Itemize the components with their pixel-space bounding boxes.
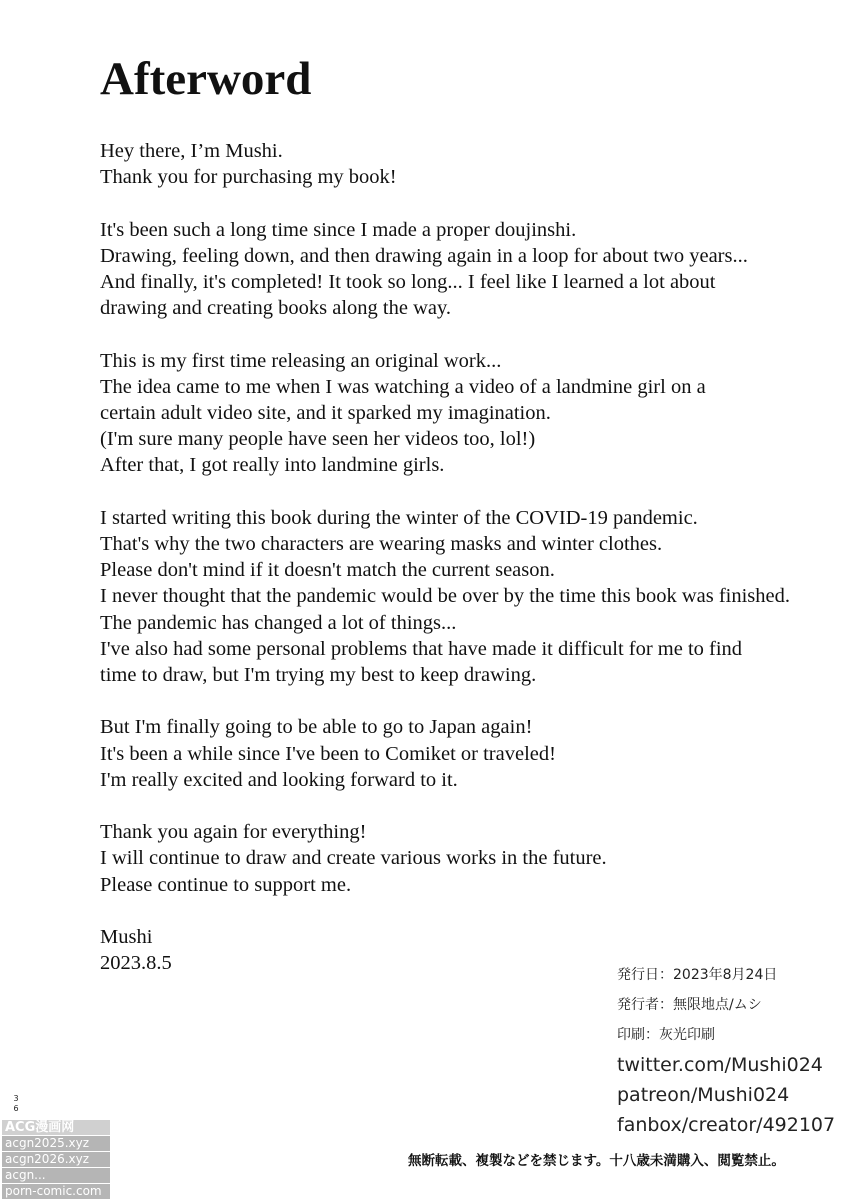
text-line: The idea came to me when I was watching a video of a landmine girl on a	[100, 375, 706, 398]
text-line: Drawing, feeling down, and then drawing again in a loop for about two years...	[100, 244, 748, 267]
paragraph	[100, 714, 850, 793]
afterword-body	[100, 138, 850, 1003]
text-line: Hey there, I’m Mushi.	[100, 140, 283, 162]
text-line: And finally, it's completed! It took so long... I feel like I learned a lot about	[100, 271, 716, 293]
text-line: This is my first time releasing an original work...	[100, 349, 502, 372]
text-line: time to draw, but I'm trying my best to keep drawing.	[100, 664, 537, 687]
text-line: Thank you for purchasing my book!	[100, 166, 397, 189]
patreon-link: patreon/Mushi024	[617, 1084, 790, 1106]
text-line: I started writing this book during the winter of the COVID-19 pandemic.	[100, 506, 698, 529]
legal-notice: 無断転載、複製などを禁じます。十八歳未満購入、閲覧禁止。	[408, 1153, 785, 1169]
text-line: But I'm finally going to be able to go to Japan again!	[100, 716, 533, 739]
twitter-link: twitter.com/Mushi024	[617, 1054, 823, 1076]
watermark-logo: ACG漫画网	[2, 1120, 110, 1135]
text-line: Please don't mind if it doesn't match the current season.	[100, 559, 555, 582]
colophon	[617, 960, 835, 1140]
publisher: 発行者：無限地点/ムシ	[617, 997, 762, 1013]
page-title: Afterword	[100, 53, 312, 105]
paragraph	[100, 819, 850, 898]
page-number-digit: 6	[13, 1104, 19, 1113]
watermark-text: porn-comic.com	[2, 1184, 110, 1199]
text-line: That's why the two characters are wearing masks and winter clothes.	[100, 533, 663, 555]
text-line: It's been a while since I've been to Comiket or traveled!	[100, 742, 556, 765]
watermark-text: acgn...	[2, 1168, 110, 1183]
watermark-text: acgn2026.xyz	[2, 1152, 110, 1167]
paragraph	[100, 348, 850, 479]
author-name: Mushi	[100, 926, 153, 948]
text-line: After that, I got really into landmine girls.	[100, 454, 445, 477]
text-line: Thank you again for everything!	[100, 821, 367, 844]
page-number	[12, 1094, 20, 1114]
text-line: I've also had some personal problems that have made it difficult for me to find	[100, 637, 743, 660]
text-line: certain adult video site, and it sparked my imagination.	[100, 402, 551, 424]
paragraph	[100, 138, 850, 190]
text-line: I will continue to draw and create various works in the future.	[100, 847, 607, 870]
text-line: (I'm sure many people have seen her videos too, lol!)	[100, 428, 536, 451]
page-number-digit: 3	[13, 1094, 19, 1103]
paragraph	[100, 505, 850, 688]
watermark-text: acgn2025.xyz	[2, 1136, 110, 1151]
fanbox-link: fanbox/creator/492107	[617, 1114, 836, 1136]
watermark	[2, 1120, 110, 1200]
text-line: drawing and creating books along the way.	[100, 297, 452, 320]
text-line: I'm really excited and looking forward to it.	[100, 768, 458, 791]
signature-date: 2023.8.5	[100, 952, 172, 975]
text-line: It's been such a long time since I made a proper doujinshi.	[100, 218, 577, 241]
text-line: The pandemic has changed a lot of things...	[100, 611, 457, 634]
text-line: I never thought that the pandemic would be over by the time this book was finished.	[100, 585, 791, 608]
issue-date: 発行日：2023年8月24日	[617, 967, 778, 983]
printer: 印刷：灰光印刷	[617, 1027, 715, 1043]
paragraph	[100, 217, 850, 322]
text-line: Please continue to support me.	[100, 873, 352, 896]
